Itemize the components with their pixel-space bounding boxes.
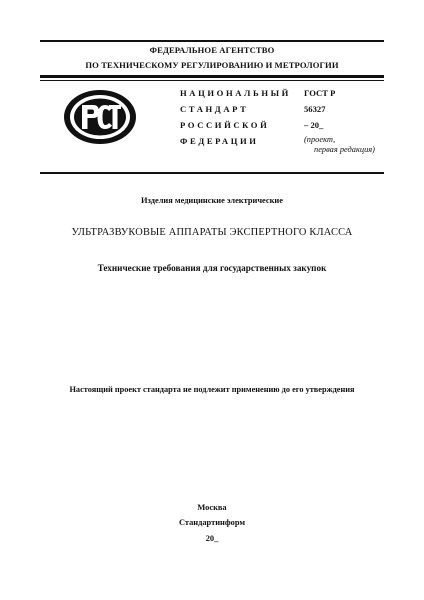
agency-name-line1: ФЕДЕРАЛЬНОЕ АГЕНТСТВО xyxy=(149,45,275,55)
national-line-3: РОССИЙСКОЙ xyxy=(180,120,270,130)
draft-notice: Настоящий проект стандарта не подлежит применению до его утверждения xyxy=(69,385,355,394)
national-line-1: НАЦИОНАЛЬНЫЙ xyxy=(180,88,291,98)
document-subtitle: Технические требования для государственных закупок xyxy=(97,263,327,273)
product-category: Изделия медицинские электрические xyxy=(141,196,283,205)
gost-label: ГОСТ Р xyxy=(304,88,336,98)
national-line-2: СТАНДАРТ xyxy=(180,104,249,114)
publisher-name: Стандартинформ xyxy=(178,518,246,527)
standard-block-rule xyxy=(40,172,384,174)
rst-logo-icon xyxy=(62,88,138,146)
agency-name-line2: ПО ТЕХНИЧЕСКОМУ РЕГУЛИРОВАНИЮ И МЕТРОЛОГИИ xyxy=(85,60,339,70)
top-rule xyxy=(40,40,384,42)
header-rule-thin xyxy=(40,80,384,81)
publication-city: Москва xyxy=(197,503,227,512)
draft-note-line1: (проект, xyxy=(304,135,336,144)
gost-number: 56327 xyxy=(304,104,326,114)
document-title: УЛЬТРАЗВУКОВЫЕ АППАРАТЫ ЭКСПЕРТНОГО КЛАССА xyxy=(71,227,353,238)
national-line-4: ФЕДЕРАЦИИ xyxy=(180,136,259,146)
header-rule-thick xyxy=(40,75,384,78)
publication-year: 20_ xyxy=(205,534,219,543)
draft-note-line2: первая редакция) xyxy=(314,145,375,154)
gost-year: – 20_ xyxy=(304,120,324,130)
